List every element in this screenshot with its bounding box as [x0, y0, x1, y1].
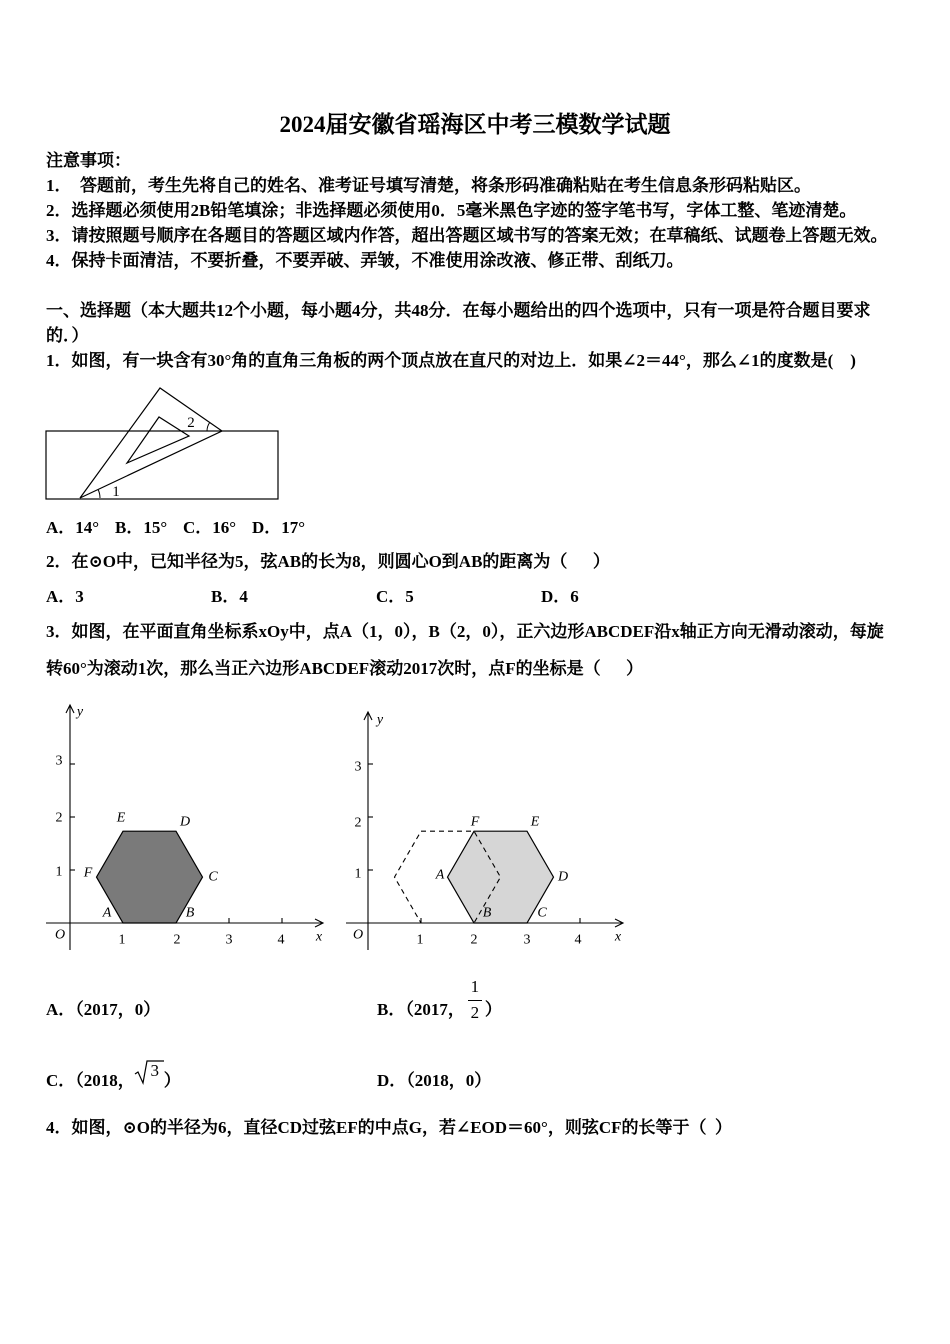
angle-2-arc [207, 423, 210, 432]
set-square-outer [80, 388, 222, 498]
question-1-stem: 1．如图，有一块含有30°角的直角三角板的两个顶点放在直尺的对边上．如果∠2＝44°，那么∠1的度数是( ) [46, 351, 856, 370]
question-3-option-a: A．（2017，0） [46, 1000, 161, 1019]
right-x-tick-label-2: 2 [470, 932, 478, 948]
left-vertex-d: D [179, 814, 191, 830]
right-y-tick-label-3: 3 [354, 759, 362, 775]
right-vertex-c: C [537, 905, 547, 921]
square-root [135, 1061, 164, 1093]
ruler [46, 431, 278, 499]
fraction [465, 977, 485, 1022]
question-2-option-c: C．5 [376, 587, 414, 606]
left-y-axis-label: y [76, 704, 84, 720]
question-1-option-a: A．14° [46, 518, 100, 537]
left-plane-labels [55, 705, 323, 948]
left-origin-label: O [54, 927, 66, 943]
section-heading: 一、选择题（本大题共12个小题，每小题4分，共48分．在每小题给出的四个选项中，只有一项是符合题目要求的．） [46, 301, 871, 345]
left-x-axis-label: x [315, 929, 323, 945]
right-y-axis-label: y [376, 712, 384, 728]
left-vertex-a: A [102, 905, 112, 921]
question-3-stem: 3．如图，在平面直角坐标系xOy中，点A（1，0），B（2，0），正六边形ABCDEF沿x轴正方向无滑动滚动，每旋转60°为滚动1次，那么当正六边形ABCDEF滚动2017次时，点F的坐标是（ ） [46, 622, 884, 678]
question-3-figure [40, 698, 635, 960]
question-2-option-d: D．6 [541, 587, 579, 606]
question-1-option-d: D．17° [252, 518, 306, 537]
note-item-3: 3．请按照题号顺序在各题目的答题区域内作答，超出答题区域书写的答案无效；在草稿纸、试题卷上答题无效。 [46, 226, 888, 245]
left-x-tick-label-2: 2 [173, 932, 181, 948]
set-square-inner [127, 417, 189, 463]
note-item-4: 4．保持卡面清洁，不要折叠，不要弄破、弄皱，不准使用涂改液、修正带、刮纸刀。 [46, 251, 684, 270]
fraction-denominator: 2 [470, 1003, 480, 1022]
right-y-tick-label-2: 2 [354, 815, 362, 831]
left-y-tick-label-2: 2 [55, 810, 63, 826]
right-x-tick-label-4: 4 [574, 932, 582, 948]
question-3-option-c [46, 1061, 181, 1093]
right-plane-labels [353, 713, 622, 948]
right-vertex-b: B [482, 905, 492, 921]
left-y-tick-label-3: 3 [55, 753, 63, 769]
option-c-prefix: C．（2018， [46, 1071, 135, 1090]
left-vertex-b: B [185, 905, 195, 921]
right-x-tick-label-3: 3 [523, 932, 531, 948]
left-vertex-e: E [116, 810, 126, 826]
option-b-prefix: B．（2017， [377, 1000, 465, 1019]
question-1-option-c: C．16° [183, 518, 237, 537]
question-2-stem: 2．在⊙O中，已知半径为5，弦AB的长为8，则圆心O到AB的距离为（ ） [46, 552, 610, 571]
question-1-option-b: B．15° [115, 518, 168, 537]
right-vertex-e: E [530, 814, 540, 830]
note-item-1: 1． 答题前，考生先将自己的姓名、准考证号填写清楚，将条形码准确粘贴在考生信息条形码粘贴区。 [46, 176, 811, 195]
question-2-option-b: B．4 [211, 587, 248, 606]
left-vertex-c: C [208, 869, 218, 885]
note-item-2: 2．选择题必须使用2B铅笔填涂；非选择题必须使用0．5毫米黑色字迹的签字笔书写，字体工整、笔迹清楚。 [46, 201, 857, 220]
question-1-figure [40, 380, 290, 506]
right-vertex-d: D [557, 869, 569, 885]
left-x-tick-label-1: 1 [118, 932, 126, 948]
fraction-numerator: 1 [470, 977, 480, 996]
right-vertex-a: A [435, 867, 445, 883]
right-vertex-f: F [470, 814, 480, 830]
notes-heading: 注意事项： [46, 151, 131, 170]
radicand: 3 [150, 1061, 160, 1080]
question-2-option-a: A．3 [46, 587, 84, 606]
right-x-tick-label-1: 1 [416, 932, 424, 948]
left-x-tick-label-4: 4 [277, 932, 285, 948]
right-y-tick-label-1: 1 [354, 866, 362, 882]
right-x-axis-label: x [614, 929, 622, 945]
question-3-option-d: D．（2018，0） [377, 1071, 492, 1090]
option-c-suffix: ） [163, 1071, 181, 1090]
page-title: 2024届安徽省瑶海区中考三模数学试题 [279, 112, 671, 137]
left-x-tick-label-3: 3 [225, 932, 233, 948]
left-y-tick-label-1: 1 [55, 864, 63, 880]
right-origin-label: O [352, 927, 364, 943]
angle-label-1: 1 [112, 484, 120, 500]
question-3-option-b [377, 977, 502, 1022]
fraction-bar [468, 1000, 482, 1001]
question-4-stem: 4．如图，⊙O的半径为6，直径CD过弦EF的中点G，若∠EOD＝60°，则弦CF的长等于（ ） [46, 1118, 733, 1137]
option-b-suffix: ） [484, 1000, 502, 1019]
angle-1-arc [98, 490, 100, 499]
angle-label-2: 2 [187, 415, 195, 431]
left-vertex-f: F [83, 865, 93, 881]
